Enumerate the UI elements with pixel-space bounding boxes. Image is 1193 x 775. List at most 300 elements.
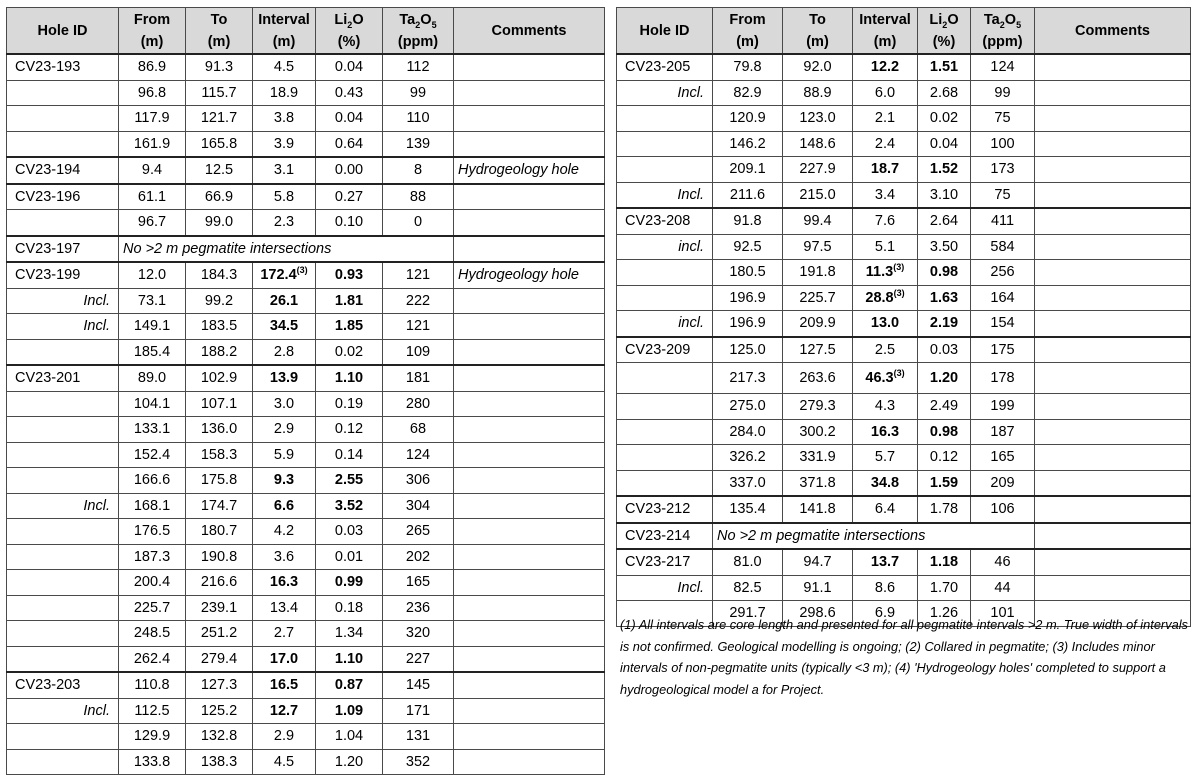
cell-interval xyxy=(253,698,316,724)
cell-from: 180.5 xyxy=(713,260,783,286)
cell-comment xyxy=(1035,182,1191,208)
cell-ta2o5: 124 xyxy=(971,54,1035,80)
table-row xyxy=(7,184,605,210)
cell-li2o: 2.68 xyxy=(918,80,971,106)
table-row xyxy=(617,445,1191,471)
cell-comment xyxy=(454,106,605,132)
table-row xyxy=(7,210,605,236)
cell-hole-id xyxy=(617,131,713,157)
interval-value: 7.6 xyxy=(874,213,896,230)
cell-to: 216.6 xyxy=(186,570,253,596)
cell-interval xyxy=(253,80,316,106)
cell-from: 73.1 xyxy=(119,288,186,314)
table-row xyxy=(617,363,1191,394)
cell-hole-id: Incl. xyxy=(617,182,713,208)
cell-comment xyxy=(1035,54,1191,80)
cell-to: 94.7 xyxy=(783,549,853,575)
cell-ta2o5: 222 xyxy=(383,288,454,314)
cell-li2o: 1.78 xyxy=(918,496,971,523)
table-row xyxy=(7,391,605,417)
cell-comment xyxy=(454,80,605,106)
cell-hole-id xyxy=(7,417,119,443)
header-interval-unit: (m) xyxy=(873,33,897,50)
cell-comment xyxy=(1035,523,1191,550)
ta2o5-base: Ta xyxy=(983,11,1000,28)
table-row xyxy=(617,523,1191,550)
interval-value: 46.3 xyxy=(865,370,894,386)
cell-ta2o5: 131 xyxy=(383,724,454,750)
cell-interval xyxy=(253,519,316,545)
cell-comment xyxy=(454,672,605,698)
cell-li2o: 0.64 xyxy=(316,131,383,157)
cell-from: 337.0 xyxy=(713,470,783,496)
cell-to: 371.8 xyxy=(783,470,853,496)
cell-to: 99.0 xyxy=(186,210,253,236)
cell-to: 251.2 xyxy=(186,621,253,647)
cell-li2o: 2.64 xyxy=(918,208,971,234)
cell-from: 81.0 xyxy=(713,549,783,575)
table-row xyxy=(7,417,605,443)
table-row xyxy=(617,419,1191,445)
header-from-unit: (m) xyxy=(736,33,759,50)
interval-value: 9.3 xyxy=(273,472,295,489)
table-row xyxy=(617,131,1191,157)
cell-note: No >2 m pegmatite intersections xyxy=(713,523,1035,550)
cell-from: 96.8 xyxy=(119,80,186,106)
cell-comment xyxy=(454,54,605,80)
table-row xyxy=(7,131,605,157)
cell-from: 110.8 xyxy=(119,672,186,698)
cell-to: 225.7 xyxy=(783,285,853,311)
cell-from: 135.4 xyxy=(713,496,783,523)
cell-comment xyxy=(454,210,605,236)
interval-value: 8.6 xyxy=(874,579,896,596)
cell-comment xyxy=(1035,394,1191,420)
cell-from: 209.1 xyxy=(713,157,783,183)
cell-from: 82.9 xyxy=(713,80,783,106)
table-row xyxy=(7,442,605,468)
cell-ta2o5: 110 xyxy=(383,106,454,132)
table-row xyxy=(7,365,605,391)
cell-li2o: 0.19 xyxy=(316,391,383,417)
cell-comment xyxy=(1035,311,1191,337)
cell-li2o: 0.04 xyxy=(918,131,971,157)
cell-ta2o5: 75 xyxy=(971,106,1035,132)
cell-li2o: 1.52 xyxy=(918,157,971,183)
cell-hole-id xyxy=(617,394,713,420)
cell-interval xyxy=(253,365,316,391)
cell-hole-id xyxy=(617,419,713,445)
cell-to: 190.8 xyxy=(186,544,253,570)
drill-results-table-right xyxy=(616,7,1191,627)
cell-comment xyxy=(454,493,605,519)
interval-value: 2.9 xyxy=(273,421,295,438)
header-to-label: To xyxy=(809,11,826,28)
cell-hole-id: Incl. xyxy=(7,698,119,724)
cell-li2o: 1.10 xyxy=(316,365,383,391)
cell-comment xyxy=(1035,496,1191,523)
cell-li2o: 2.49 xyxy=(918,394,971,420)
li2o-unit: (%) xyxy=(337,33,361,50)
cell-hole-id: CV23-201 xyxy=(7,365,119,391)
cell-li2o: 0.18 xyxy=(316,595,383,621)
table-row xyxy=(7,544,605,570)
header-row xyxy=(617,8,1191,55)
cell-from: 291.7 xyxy=(713,601,783,627)
header-ta2o5 xyxy=(971,8,1035,55)
cell-comment xyxy=(454,698,605,724)
table-row xyxy=(617,208,1191,234)
interval-value: 34.8 xyxy=(870,474,900,491)
table-row xyxy=(617,337,1191,363)
cell-hole-id xyxy=(7,106,119,132)
cell-ta2o5: 145 xyxy=(383,672,454,698)
cell-ta2o5: 202 xyxy=(383,544,454,570)
header-hole-id: Hole ID xyxy=(7,8,119,55)
cell-hole-id: CV23-214 xyxy=(617,523,713,550)
header-from xyxy=(713,8,783,55)
cell-to: 132.8 xyxy=(186,724,253,750)
cell-interval xyxy=(853,445,918,471)
cell-from: 196.9 xyxy=(713,311,783,337)
cell-hole-id: CV23-194 xyxy=(7,157,119,184)
cell-to: 148.6 xyxy=(783,131,853,157)
cell-comment xyxy=(1035,445,1191,471)
cell-interval xyxy=(853,208,918,234)
cell-interval xyxy=(253,157,316,184)
cell-to: 279.4 xyxy=(186,646,253,672)
cell-from: 61.1 xyxy=(119,184,186,210)
table-row xyxy=(7,570,605,596)
interval-footnote-ref: (3) xyxy=(893,262,905,273)
cell-comment xyxy=(454,519,605,545)
cell-to: 184.3 xyxy=(186,262,253,288)
cell-interval xyxy=(253,724,316,750)
cell-comment xyxy=(1035,234,1191,260)
cell-comment xyxy=(1035,419,1191,445)
cell-li2o: 1.20 xyxy=(918,363,971,394)
cell-ta2o5: 265 xyxy=(383,519,454,545)
cell-interval xyxy=(853,419,918,445)
interval-value: 16.5 xyxy=(269,677,299,694)
cell-li2o: 0.03 xyxy=(918,337,971,363)
interval-value: 18.9 xyxy=(269,84,299,101)
li2o-sub: 2 xyxy=(347,19,353,30)
cell-ta2o5: 46 xyxy=(971,549,1035,575)
cell-to: 227.9 xyxy=(783,157,853,183)
interval-value: 2.8 xyxy=(273,343,295,360)
cell-comment xyxy=(454,749,605,775)
header-to-label: To xyxy=(210,11,228,28)
cell-interval xyxy=(253,493,316,519)
cell-li2o: 1.81 xyxy=(316,288,383,314)
cell-hole-id xyxy=(7,570,119,596)
cell-comment: Hydrogeology hole xyxy=(454,157,605,184)
interval-value: 2.4 xyxy=(874,135,896,152)
table-row xyxy=(7,621,605,647)
cell-li2o: 3.50 xyxy=(918,234,971,260)
cell-ta2o5: 121 xyxy=(383,314,454,340)
header-hole-id: Hole ID xyxy=(617,8,713,55)
cell-li2o: 0.14 xyxy=(316,442,383,468)
cell-hole-id xyxy=(617,260,713,286)
cell-to: 99.4 xyxy=(783,208,853,234)
cell-li2o: 1.10 xyxy=(316,646,383,672)
cell-hole-id xyxy=(617,445,713,471)
cell-comment: Hydrogeology hole xyxy=(454,262,605,288)
cell-from: 79.8 xyxy=(713,54,783,80)
cell-interval xyxy=(853,337,918,363)
cell-to: 107.1 xyxy=(186,391,253,417)
header-row xyxy=(7,8,605,55)
cell-to: 102.9 xyxy=(186,365,253,391)
cell-li2o: 0.12 xyxy=(918,445,971,471)
cell-from: 161.9 xyxy=(119,131,186,157)
interval-value: 6.9 xyxy=(874,605,896,622)
cell-ta2o5: 352 xyxy=(383,749,454,775)
li2o-tail: O xyxy=(352,11,364,28)
header-from-label: From xyxy=(729,11,766,28)
cell-interval xyxy=(253,749,316,775)
cell-interval xyxy=(853,549,918,575)
cell-hole-id xyxy=(7,442,119,468)
cell-hole-id: incl. xyxy=(617,311,713,337)
cell-interval xyxy=(853,54,918,80)
cell-hole-id xyxy=(7,646,119,672)
cell-interval xyxy=(253,314,316,340)
header-to-unit: (m) xyxy=(806,33,829,50)
cell-interval xyxy=(853,394,918,420)
cell-li2o: 3.52 xyxy=(316,493,383,519)
interval-value: 4.5 xyxy=(273,59,295,76)
cell-interval xyxy=(253,391,316,417)
cell-interval xyxy=(853,575,918,601)
table-row xyxy=(617,234,1191,260)
ta2o5-base: Ta xyxy=(399,11,416,28)
table-row xyxy=(617,575,1191,601)
cell-hole-id xyxy=(7,339,119,365)
cell-hole-id: Incl. xyxy=(7,493,119,519)
cell-comment xyxy=(454,288,605,314)
cell-li2o: 0.03 xyxy=(316,519,383,545)
cell-comment xyxy=(454,621,605,647)
header-interval xyxy=(853,8,918,55)
cell-interval xyxy=(253,106,316,132)
cell-from: 120.9 xyxy=(713,106,783,132)
cell-from: 168.1 xyxy=(119,493,186,519)
cell-ta2o5: 112 xyxy=(383,54,454,80)
cell-from: 82.5 xyxy=(713,575,783,601)
cell-to: 88.9 xyxy=(783,80,853,106)
cell-comment xyxy=(1035,157,1191,183)
cell-ta2o5: 165 xyxy=(383,570,454,596)
cell-from: 112.5 xyxy=(119,698,186,724)
cell-to: 298.6 xyxy=(783,601,853,627)
cell-comment xyxy=(454,417,605,443)
header-li2o xyxy=(918,8,971,55)
cell-from: 92.5 xyxy=(713,234,783,260)
cell-li2o: 1.20 xyxy=(316,749,383,775)
cell-hole-id xyxy=(7,749,119,775)
interval-value: 16.3 xyxy=(269,574,299,591)
interval-value: 5.9 xyxy=(273,446,295,463)
interval-value: 13.7 xyxy=(870,554,900,571)
interval-value: 3.9 xyxy=(273,135,295,152)
header-from-unit: (m) xyxy=(140,33,164,50)
interval-value: 4.2 xyxy=(273,523,295,540)
cell-to: 183.5 xyxy=(186,314,253,340)
table-row xyxy=(7,468,605,494)
interval-value: 26.1 xyxy=(269,292,299,309)
cell-from: 152.4 xyxy=(119,442,186,468)
cell-from: 284.0 xyxy=(713,419,783,445)
table-row xyxy=(7,724,605,750)
cell-comment xyxy=(454,184,605,210)
cell-from: 9.4 xyxy=(119,157,186,184)
cell-from: 225.7 xyxy=(119,595,186,621)
cell-ta2o5: 280 xyxy=(383,391,454,417)
cell-interval xyxy=(853,182,918,208)
cell-to: 174.7 xyxy=(186,493,253,519)
header-to-unit: (m) xyxy=(207,33,231,50)
cell-li2o: 1.51 xyxy=(918,54,971,80)
table-footnote: (1) All intervals are core length and presented for all pegmatite intervals >2 m. True width of intervals is not confirmed. Geological modelling is ongoing; (2) Collared in pegmatite; (3) Includes minor intervals of non-pegmatite units (typically <3 m); (4) 'Hydrogeology holes' completed to support a hydrogeological model a for Project. xyxy=(620,617,1188,697)
cell-hole-id: CV23-209 xyxy=(617,337,713,363)
cell-comment xyxy=(454,544,605,570)
header-comments: Comments xyxy=(454,8,605,55)
cell-hole-id: Incl. xyxy=(617,575,713,601)
cell-ta2o5: 44 xyxy=(971,575,1035,601)
cell-li2o: 0.02 xyxy=(918,106,971,132)
cell-hole-id: Incl. xyxy=(7,314,119,340)
cell-interval xyxy=(253,339,316,365)
cell-from: 187.3 xyxy=(119,544,186,570)
cell-comment xyxy=(1035,575,1191,601)
cell-interval xyxy=(853,363,918,394)
cell-ta2o5: 175 xyxy=(971,337,1035,363)
cell-from: 89.0 xyxy=(119,365,186,391)
table-row xyxy=(7,236,605,263)
li2o-base: Li xyxy=(334,11,348,28)
table-row xyxy=(617,394,1191,420)
cell-comment xyxy=(454,442,605,468)
cell-ta2o5: 181 xyxy=(383,365,454,391)
cell-from: 129.9 xyxy=(119,724,186,750)
cell-comment xyxy=(454,595,605,621)
header-li2o xyxy=(316,8,383,55)
cell-from: 125.0 xyxy=(713,337,783,363)
cell-to: 66.9 xyxy=(186,184,253,210)
cell-hole-id xyxy=(617,363,713,394)
table-row xyxy=(7,339,605,365)
cell-interval xyxy=(253,442,316,468)
cell-to: 127.3 xyxy=(186,672,253,698)
table-row xyxy=(7,519,605,545)
table-row xyxy=(617,496,1191,523)
cell-hole-id xyxy=(7,131,119,157)
cell-interval xyxy=(853,260,918,286)
cell-to: 279.3 xyxy=(783,394,853,420)
cell-from: 217.3 xyxy=(713,363,783,394)
cell-ta2o5: 124 xyxy=(383,442,454,468)
li2o-sub: 2 xyxy=(942,19,948,30)
cell-hole-id: CV23-193 xyxy=(7,54,119,80)
cell-li2o: 1.85 xyxy=(316,314,383,340)
table-row xyxy=(7,106,605,132)
li2o-tail: O xyxy=(947,11,959,28)
cell-hole-id: incl. xyxy=(617,234,713,260)
table-row xyxy=(617,182,1191,208)
cell-from: 185.4 xyxy=(119,339,186,365)
cell-interval xyxy=(853,80,918,106)
cell-comment xyxy=(454,314,605,340)
cell-interval xyxy=(853,157,918,183)
cell-ta2o5: 209 xyxy=(971,470,1035,496)
cell-li2o: 0.04 xyxy=(316,106,383,132)
cell-li2o: 1.63 xyxy=(918,285,971,311)
interval-value: 12.7 xyxy=(269,702,299,719)
cell-li2o: 1.04 xyxy=(316,724,383,750)
cell-interval xyxy=(253,54,316,80)
cell-comment xyxy=(1035,131,1191,157)
cell-to: 239.1 xyxy=(186,595,253,621)
table-row xyxy=(7,288,605,314)
interval-value: 2.5 xyxy=(874,341,896,358)
cell-interval xyxy=(253,184,316,210)
cell-to: 188.2 xyxy=(186,339,253,365)
cell-interval xyxy=(253,595,316,621)
cell-li2o: 0.00 xyxy=(316,157,383,184)
cell-from: 146.2 xyxy=(713,131,783,157)
cell-ta2o5: 68 xyxy=(383,417,454,443)
interval-footnote-ref: (3) xyxy=(296,265,308,276)
cell-from: 196.9 xyxy=(713,285,783,311)
interval-value: 13.0 xyxy=(870,315,900,332)
cell-interval xyxy=(253,417,316,443)
header-interval-label: Interval xyxy=(859,11,911,28)
header-interval-label: Interval xyxy=(258,11,310,28)
cell-ta2o5: 584 xyxy=(971,234,1035,260)
table-row xyxy=(7,698,605,724)
cell-to: 125.2 xyxy=(186,698,253,724)
interval-value: 4.3 xyxy=(874,398,896,415)
table-row xyxy=(7,54,605,80)
cell-li2o: 0.98 xyxy=(918,419,971,445)
cell-comment xyxy=(1035,106,1191,132)
cell-ta2o5: 99 xyxy=(383,80,454,106)
header-to xyxy=(186,8,253,55)
cell-comment xyxy=(454,570,605,596)
cell-ta2o5: 173 xyxy=(971,157,1035,183)
table-row xyxy=(617,549,1191,575)
cell-li2o: 0.98 xyxy=(918,260,971,286)
cell-hole-id xyxy=(617,285,713,311)
cell-ta2o5: 306 xyxy=(383,468,454,494)
header-comments: Comments xyxy=(1035,8,1191,55)
cell-comment xyxy=(454,236,605,263)
interval-value: 17.0 xyxy=(269,650,299,667)
cell-interval xyxy=(253,646,316,672)
cell-hole-id: CV23-197 xyxy=(7,236,119,263)
cell-to: 138.3 xyxy=(186,749,253,775)
cell-hole-id xyxy=(7,519,119,545)
cell-hole-id: CV23-212 xyxy=(617,496,713,523)
ta2o5-sub1: 2 xyxy=(415,19,421,30)
cell-li2o: 1.26 xyxy=(918,601,971,627)
cell-from: 117.9 xyxy=(119,106,186,132)
cell-hole-id xyxy=(7,468,119,494)
table-row xyxy=(617,285,1191,311)
